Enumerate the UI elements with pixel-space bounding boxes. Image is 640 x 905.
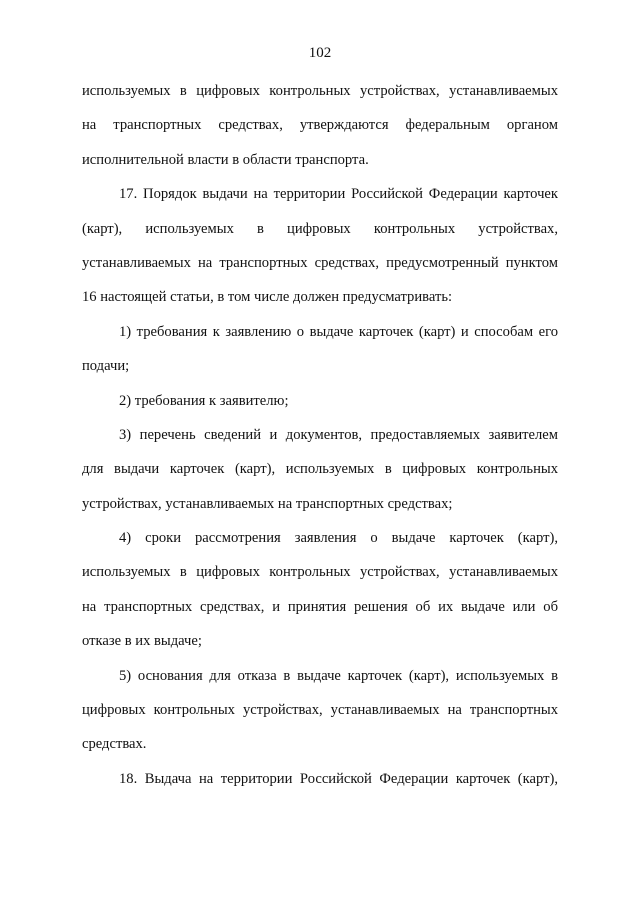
text-line: используемых в цифровых контрольных устройствах, устанавливаемых [82,564,558,581]
text-line: 1) требования к заявлению о выдаче карточек (карт) и способам его [119,323,558,340]
text-line: исполнительной власти в области транспорта. [82,151,369,168]
text-line: цифровых контрольных устройствах, устанавливаемых на транспортных [82,702,558,719]
text-line: 18. Выдача на территории Российской Федерации карточек (карт), [119,770,558,787]
text-line: 4) сроки рассмотрения заявления о выдаче карточек (карт), [119,530,558,547]
text-line: устанавливаемых на транспортных средствах, предусмотренный пунктом [82,254,558,271]
text-line: 5) основания для отказа в выдаче карточек (карт), используемых в [119,667,558,684]
text-line: 16 настоящей статьи, в том числе должен предусматривать: [82,289,453,306]
text-line: 2) требования к заявителю; [119,392,289,409]
text-line: 3) перечень сведений и документов, предоставляемых заявителем [119,426,558,443]
text-line: 17. Порядок выдачи на территории Российской Федерации карточек [119,186,558,203]
text-line: на транспортных средствах, и принятия решения об их выдаче или об [82,598,558,615]
text-line: для выдачи карточек (карт), используемых в цифровых контрольных [82,461,558,478]
text-line: отказе в их выдаче; [82,633,202,650]
text-line: используемых в цифровых контрольных устройствах, устанавливаемых [82,83,558,99]
document-body [82,81,558,803]
page-number: 102 [308,45,332,61]
text-line: средствах. [82,736,147,753]
text-line: подачи; [82,358,130,375]
text-line: (карт), используемых в цифровых контрольных устройствах, [82,220,558,237]
text-line: устройствах, устанавливаемых на транспортных средствах; [82,495,453,512]
text-line: на транспортных средствах, утверждаются федеральным органом [82,117,558,134]
